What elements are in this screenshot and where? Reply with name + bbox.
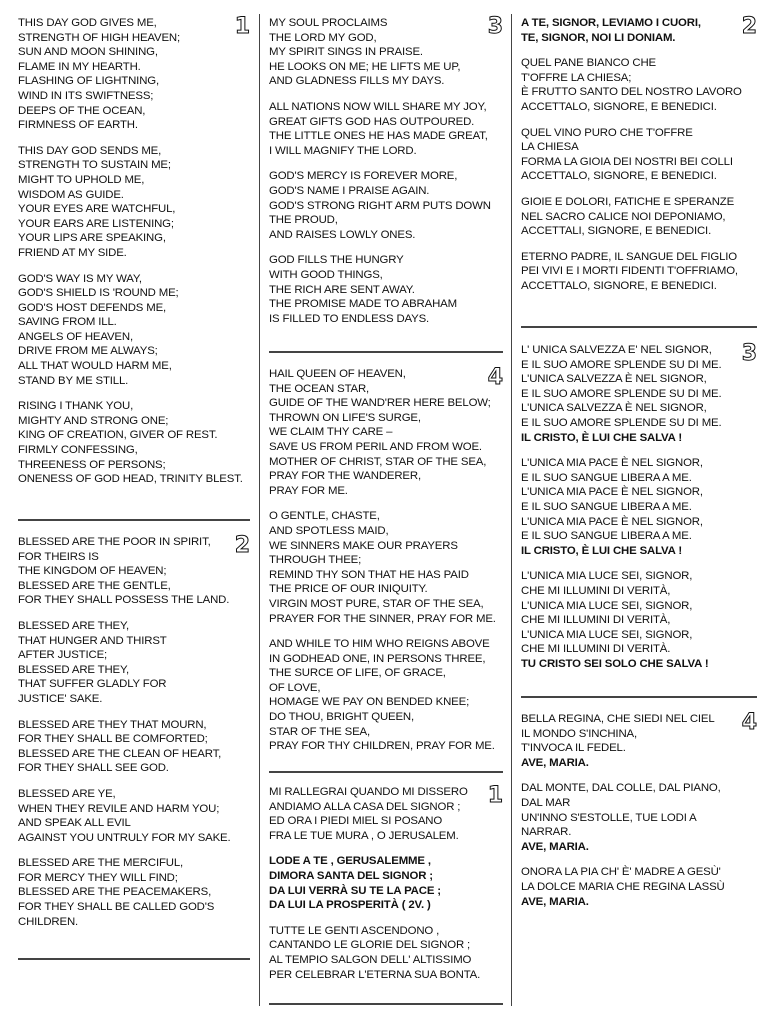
- lyric-line: CHE MI ILLUMINI DI VERITÀ,: [521, 614, 671, 627]
- lyric-line: SAVE US FROM PERIL AND FROM WOE.: [269, 440, 482, 453]
- hymn-bella-regina: [521, 712, 757, 920]
- lyric-line: FRA LE TUE MURA , O JERUSALEM.: [269, 829, 459, 842]
- lyric-line: KING OF CREATION, GIVER OF REST.: [18, 429, 218, 442]
- lyric-line: DO THOU, BRIGHT QUEEN,: [269, 711, 415, 724]
- hymn-number: 4: [741, 710, 757, 735]
- column-divider-right: [511, 14, 512, 1006]
- stanza: [521, 343, 757, 445]
- lyric-line: WITH GOOD THINGS,: [269, 268, 383, 281]
- lyric-line: SAVING FROM ILL.: [18, 316, 117, 329]
- stanza: [18, 272, 250, 389]
- lyric-line: STAND BY ME STILL.: [18, 374, 129, 387]
- lyric-line: BELLA REGINA, CHE SIEDI NEL CIEL: [521, 713, 715, 725]
- lyric-line: THE LORD MY GOD,: [269, 31, 377, 44]
- lyric-line: YOUR EARS ARE LISTENING;: [18, 217, 174, 230]
- lyric-line: L'UNICA MIA PACE È NEL SIGNOR,: [521, 457, 703, 470]
- lyric-line: PEI VIVI E I MORTI FIDENTI T'OFFRIAMO,: [521, 265, 738, 278]
- stanza: [269, 924, 503, 982]
- lyric-line: WHEN THEY REVILE AND HARM YOU;: [18, 802, 220, 815]
- refrain-line: AVE, MARIA.: [521, 895, 589, 908]
- stanza: [269, 16, 503, 89]
- refrain-line: DIMORA SANTA DEL SIGNOR ;: [269, 869, 433, 882]
- lyric-line: THROUGH THEE;: [269, 554, 362, 567]
- stanza: [18, 619, 250, 707]
- lyric-line: HE LOOKS ON ME; HE LIFTS ME UP,: [269, 60, 461, 73]
- lyric-line: L'UNICA MIA PACE È NEL SIGNOR,: [521, 486, 703, 499]
- lyric-line: FRIEND AT MY SIDE.: [18, 246, 127, 259]
- lyric-line: PER CELEBRAR L'ETERNA SUA BONTA.: [269, 968, 481, 981]
- hymn-separator: [521, 326, 757, 328]
- refrain-line: LODE A TE , GERUSALEMME ,: [269, 855, 431, 868]
- lyric-line: CHILDREN.: [18, 915, 79, 928]
- lyric-line: NEL SACRO CALICE NOI DEPONIAMO,: [521, 210, 726, 223]
- lyric-line: TUTTE LE GENTI ASCENDONO ,: [269, 924, 440, 937]
- lyric-line: ACCETTALO, SIGNORE, E BENEDICI.: [521, 279, 717, 292]
- lyric-line: I WILL MAGNIFY THE LORD.: [269, 144, 417, 157]
- lyric-line: AFTER JUSTICE;: [18, 649, 108, 662]
- hymn-number: 2: [741, 14, 757, 39]
- stanza: [521, 250, 757, 294]
- lyric-line: RISING I THANK YOU,: [18, 400, 134, 413]
- lyric-line: PRAY FOR THY CHILDREN, PRAY FOR ME.: [269, 740, 495, 753]
- stanza: [269, 785, 503, 843]
- hymn-hail-queen-of-heaven: [269, 367, 503, 765]
- lyric-line: GREAT GIFTS GOD HAS OUTPOURED.: [269, 115, 475, 128]
- lyric-line: ANGELS OF HEAVEN,: [18, 330, 133, 343]
- lyric-line: BLESSED ARE THE MERCIFUL,: [18, 857, 184, 870]
- lyric-line: GUIDE OF THE WAND'RER HERE BELOW;: [269, 397, 491, 410]
- lyric-line: BLESSED ARE THEY,: [18, 619, 129, 632]
- lyric-line: AGAINST YOU UNTRULY FOR MY SAKE.: [18, 831, 231, 844]
- lyric-line: GOD'S SHIELD IS 'ROUND ME;: [18, 287, 179, 300]
- stanza: [521, 56, 757, 114]
- lyric-line: E IL SUO SANGUE LIBERA A ME.: [521, 500, 692, 513]
- lyric-line: FOR THEY SHALL POSSESS THE LAND.: [18, 594, 230, 607]
- stanza: [521, 195, 757, 239]
- lyric-line: THE RICH ARE SENT AWAY.: [269, 283, 415, 296]
- stanza: [18, 535, 250, 608]
- lyric-line: ACCETTALO, SIGNORE, E BENEDICI.: [521, 170, 717, 183]
- lyric-line: LA CHIESA: [521, 141, 579, 154]
- stanza: [269, 509, 503, 626]
- lyric-line: QUEL PANE BIANCO CHE: [521, 57, 656, 70]
- lyric-line: DRIVE FROM ME ALWAYS;: [18, 345, 158, 358]
- refrain-line: IL CRISTO, È LUI CHE SALVA !: [521, 431, 682, 444]
- lyric-line: THREENESS OF PERSONS;: [18, 458, 166, 471]
- lyric-line: THAT SUFFER GLADLY FOR: [18, 678, 167, 691]
- lyric-line: BLESSED ARE THEY,: [18, 663, 129, 676]
- stanza: [269, 367, 503, 498]
- lyric-line: L'UNICA MIA LUCE SEI, SIGNOR,: [521, 570, 693, 583]
- refrain-line: TE, SIGNOR, NOI LI DONIAM.: [521, 31, 676, 44]
- lyric-line: UN'INNO S'ESTOLLE, TUE LODI A: [521, 811, 697, 824]
- lyric-line: AND SPEAK ALL EVIL: [18, 817, 131, 830]
- lyric-line: GOD'S WAY IS MY WAY,: [18, 272, 142, 285]
- lyric-line: QUEL VINO PURO CHE T'OFFRE: [521, 126, 693, 139]
- lyric-line: FOR THEY SHALL BE CALLED GOD'S: [18, 901, 215, 914]
- lyric-line: GIOIE E DOLORI, FATICHE E SPERANZE: [521, 195, 735, 208]
- refrain-line: AVE, MARIA.: [521, 840, 589, 853]
- lyric-line: AND GLADNESS FILLS MY DAYS.: [269, 75, 445, 88]
- lyric-line: FIRMLY CONFESSING,: [18, 444, 138, 457]
- lyric-line: FLASHING OF LIGHTNING,: [18, 75, 159, 88]
- lyric-line: E IL SUO SANGUE LIBERA A ME.: [521, 530, 692, 543]
- stanza: [269, 854, 503, 912]
- lyric-line: CHE MI ILLUMINI DI VERITÀ.: [521, 643, 671, 656]
- lyric-line: VIRGIN MOST PURE, STAR OF THE SEA,: [269, 597, 484, 610]
- lyric-line: FOR THEIRS IS: [18, 550, 99, 563]
- lyric-line: AND RAISES LOWLY ONES.: [269, 228, 416, 241]
- hymn-separator: [18, 519, 250, 521]
- lyric-line: L'UNICA MIA LUCE SEI, SIGNOR,: [521, 599, 693, 612]
- lyric-line: E IL SUO SANGUE LIBERA A ME.: [521, 471, 692, 484]
- lyric-line: ED ORA I PIEDI MIEL SI POSANO: [269, 815, 443, 828]
- lyric-line: L'UNICA SALVEZZA È NEL SIGNOR,: [521, 373, 707, 386]
- hymn-separator: [269, 1003, 503, 1005]
- lyric-line: STRENGTH TO SUSTAIN ME;: [18, 159, 171, 172]
- hymn-a-te-signor: [521, 16, 757, 305]
- lyric-line: THE PRICE OF OUR INIQUITY.: [269, 583, 428, 596]
- lyric-line: ALL THAT WOULD HARM ME,: [18, 360, 172, 373]
- lyric-line: WISDOM AS GUIDE.: [18, 188, 124, 201]
- stanza: [18, 856, 250, 929]
- lyric-line: FLAME IN MY HEARTH.: [18, 60, 141, 73]
- refrain-line: A TE, SIGNOR, LEVIAMO I CUORI,: [521, 17, 701, 29]
- lyric-line: THE SURCE OF LIFE, OF GRACE,: [269, 667, 446, 680]
- lyric-line: AL TEMPIO SALGON DELL' ALTISSIMO: [269, 953, 472, 966]
- stanza: [521, 126, 757, 184]
- lyric-line: L' UNICA SALVEZZA E' NEL SIGNOR,: [521, 344, 712, 356]
- refrain-line: AVE, MARIA.: [521, 756, 589, 769]
- lyric-line: YOUR EYES ARE WATCHFUL,: [18, 203, 176, 216]
- lyric-line: FOR MERCY THEY WILL FIND;: [18, 871, 178, 884]
- stanza: [521, 781, 757, 854]
- hymn-separator: [269, 771, 503, 773]
- stanza: [521, 16, 757, 45]
- lyric-line: L'UNICA SALVEZZA È NEL SIGNOR,: [521, 402, 707, 415]
- lyric-line: MY SOUL PROCLAIMS: [269, 17, 388, 29]
- lyric-line: OF LOVE,: [269, 681, 321, 694]
- lyric-line: THIS DAY GOD SENDS ME,: [18, 144, 162, 157]
- stanza: [18, 399, 250, 487]
- lyric-line: BLESSED ARE THEY THAT MOURN,: [18, 718, 207, 731]
- hymn-unica-salvezza: [521, 343, 757, 682]
- lyric-line: HOMAGE WE PAY ON BENDED KNEE;: [269, 696, 470, 709]
- stanza: [521, 712, 757, 770]
- lyric-line: WIND IN ITS SWIFTNESS;: [18, 89, 154, 102]
- refrain-line: DA LUI VERRÀ SU TE LA PACE ;: [269, 884, 441, 897]
- lyric-line: ONENESS OF GOD HEAD, TRINITY BLEST.: [18, 473, 243, 486]
- lyric-line: CHE MI ILLUMINI DI VERITÀ,: [521, 584, 671, 597]
- lyric-line: WE SINNERS MAKE OUR PRAYERS: [269, 539, 458, 552]
- lyric-line: CANTANDO LE GLORIE DEL SIGNOR ;: [269, 939, 471, 952]
- lyric-line: MIGHTY AND STRONG ONE;: [18, 414, 169, 427]
- lyric-line: MI RALLEGRAI QUANDO MI DISSERO: [269, 786, 468, 798]
- stanza: [18, 144, 250, 261]
- lyric-line: STAR OF THE SEA,: [269, 725, 370, 738]
- lyric-line: THE PROMISE MADE TO ABRAHAM: [269, 298, 457, 311]
- stanza: [269, 169, 503, 242]
- lyric-line: O GENTLE, CHASTE,: [269, 510, 380, 523]
- refrain-line: IL CRISTO, È LUI CHE SALVA !: [521, 544, 682, 557]
- lyric-line: THROWN ON LIFE'S SURGE,: [269, 411, 421, 424]
- lyric-line: GOD'S MERCY IS FOREVER MORE,: [269, 170, 458, 183]
- lyric-line: L'UNICA MIA PACE È NEL SIGNOR,: [521, 515, 703, 528]
- lyric-line: T'INVOCA IL FEDEL.: [521, 742, 626, 755]
- hymn-mi-rallegrai: [269, 785, 503, 993]
- lyric-line: GOD'S NAME I PRAISE AGAIN.: [269, 184, 430, 197]
- stanza: [269, 253, 503, 326]
- hymn-number: 1: [487, 783, 503, 808]
- lyric-line: È FRUTTO SANTO DEL NOSTRO LAVORO: [521, 86, 742, 99]
- lyric-line: MOTHER OF CHRIST, STAR OF THE SEA,: [269, 455, 487, 468]
- lyric-line: PRAY FOR THE WANDERER,: [269, 470, 421, 483]
- lyric-line: BLESSED ARE THE GENTLE,: [18, 579, 171, 592]
- lyric-line: GOD'S STRONG RIGHT ARM PUTS DOWN: [269, 199, 491, 212]
- lyric-line: IL MONDO S'INCHINA,: [521, 727, 637, 740]
- hymn-beatitudes: [18, 535, 250, 940]
- hymn-number: 1: [234, 14, 250, 39]
- lyric-line: MY SPIRIT SINGS IN PRAISE.: [269, 46, 423, 59]
- lyric-line: FORMA LA GIOIA DEI NOSTRI BEI COLLI: [521, 155, 733, 168]
- lyric-line: PRAY FOR ME.: [269, 484, 348, 497]
- stanza: [18, 16, 250, 133]
- stanza: [269, 637, 503, 754]
- lyric-line: ONORA LA PIA CH' È' MADRE A GESÙ': [521, 866, 721, 879]
- hymn-separator: [269, 351, 503, 353]
- lyric-line: IN GODHEAD ONE, IN PERSONS THREE,: [269, 652, 486, 665]
- lyric-line: BLESSED ARE THE CLEAN OF HEART,: [18, 747, 222, 760]
- lyric-line: THAT HUNGER AND THIRST: [18, 634, 167, 647]
- lyric-line: E IL SUO AMORE SPLENDE SU DI ME.: [521, 358, 722, 371]
- hymn-number: 3: [741, 341, 757, 366]
- lyric-line: FOR THEY SHALL SEE GOD.: [18, 762, 169, 775]
- hymn-number: 2: [234, 533, 250, 558]
- lyric-line: DAL MONTE, DAL COLLE, DAL PIANO,: [521, 782, 721, 795]
- lyric-line: THE PROUD,: [269, 214, 338, 227]
- lyric-line: JUSTICE' SAKE.: [18, 692, 103, 705]
- lyric-line: SUN AND MOON SHINING,: [18, 46, 158, 59]
- hymn-this-day-god-gives-me: [18, 16, 250, 498]
- lyric-line: GOD FILLS THE HUNGRY: [269, 254, 404, 267]
- lyric-line: ALL NATIONS NOW WILL SHARE MY JOY,: [269, 100, 487, 113]
- lyric-line: MIGHT TO UPHOLD ME,: [18, 173, 145, 186]
- lyric-line: WE CLAIM THY CARE –: [269, 426, 393, 439]
- lyric-line: YOUR LIPS ARE SPEAKING,: [18, 232, 166, 245]
- lyric-line: DEEPS OF THE OCEAN,: [18, 104, 146, 117]
- stanza: [18, 718, 250, 776]
- hymn-my-soul-proclaims: [269, 16, 503, 337]
- lyric-line: DAL MAR: [521, 796, 571, 809]
- lyric-line: LA DOLCE MARIA CHE REGINA LASSÙ: [521, 880, 725, 893]
- lyric-line: AND WHILE TO HIM WHO REIGNS ABOVE: [269, 638, 490, 651]
- stanza: [521, 569, 757, 671]
- lyric-line: HAIL QUEEN OF HEAVEN,: [269, 368, 406, 380]
- refrain-line: TU CRISTO SEI SOLO CHE SALVA !: [521, 657, 709, 670]
- lyric-line: GOD'S HOST DEFENDS ME,: [18, 301, 167, 314]
- lyric-line: BLESSED ARE THE PEACEMAKERS,: [18, 886, 212, 899]
- lyric-line: BLESSED ARE THE POOR IN SPIRIT,: [18, 536, 211, 548]
- lyric-line: THE LITTLE ONES HE HAS MADE GREAT,: [269, 130, 488, 143]
- lyric-line: ACCETTALO, SIGNORE, E BENEDICI.: [521, 100, 717, 113]
- lyric-line: FIRMNESS OF EARTH.: [18, 119, 138, 132]
- lyric-line: AND SPOTLESS MAID,: [269, 524, 389, 537]
- lyric-line: THE OCEAN STAR,: [269, 382, 370, 395]
- stanza: [269, 100, 503, 158]
- lyric-line: PRAYER FOR THE SINNER, PRAY FOR ME.: [269, 612, 496, 625]
- lyric-line: E IL SUO AMORE SPLENDE SU DI ME.: [521, 387, 722, 400]
- stanza: [18, 787, 250, 845]
- lyric-line: BLESSED ARE YE,: [18, 787, 116, 800]
- stanza: [521, 456, 757, 558]
- lyric-line: L'UNICA MIA LUCE SEI, SIGNOR,: [521, 628, 693, 641]
- lyric-line: ACCETTALI, SIGNORE, E BENEDICI.: [521, 225, 712, 238]
- lyric-line: FOR THEY SHALL BE COMFORTED;: [18, 733, 208, 746]
- lyric-line: IS FILLED TO ENDLESS DAYS.: [269, 312, 430, 325]
- lyric-line: T'OFFRE LA CHIESA;: [521, 71, 632, 84]
- hymn-separator: [18, 958, 250, 960]
- hymn-separator: [521, 696, 757, 698]
- lyric-line: STRENGTH OF HIGH HEAVEN;: [18, 31, 180, 44]
- lyric-line: ANDIAMO ALLA CASA DEL SIGNOR ;: [269, 800, 461, 813]
- lyric-line: ETERNO PADRE, IL SANGUE DEL FIGLIO: [521, 250, 738, 263]
- hymn-number: 4: [487, 365, 503, 390]
- lyric-line: THIS DAY GOD GIVES ME,: [18, 17, 157, 29]
- column-divider-left: [259, 14, 260, 1006]
- lyric-line: REMIND THY SON THAT HE HAS PAID: [269, 568, 469, 581]
- lyric-line: E IL SUO AMORE SPLENDE SU DI ME.: [521, 416, 722, 429]
- lyric-line: THE KINGDOM OF HEAVEN;: [18, 565, 167, 578]
- hymn-number: 3: [487, 14, 503, 39]
- refrain-line: DA LUI LA PROSPERITÀ ( 2V. ): [269, 899, 431, 912]
- stanza: [521, 865, 757, 909]
- lyric-line: NARRAR.: [521, 826, 572, 839]
